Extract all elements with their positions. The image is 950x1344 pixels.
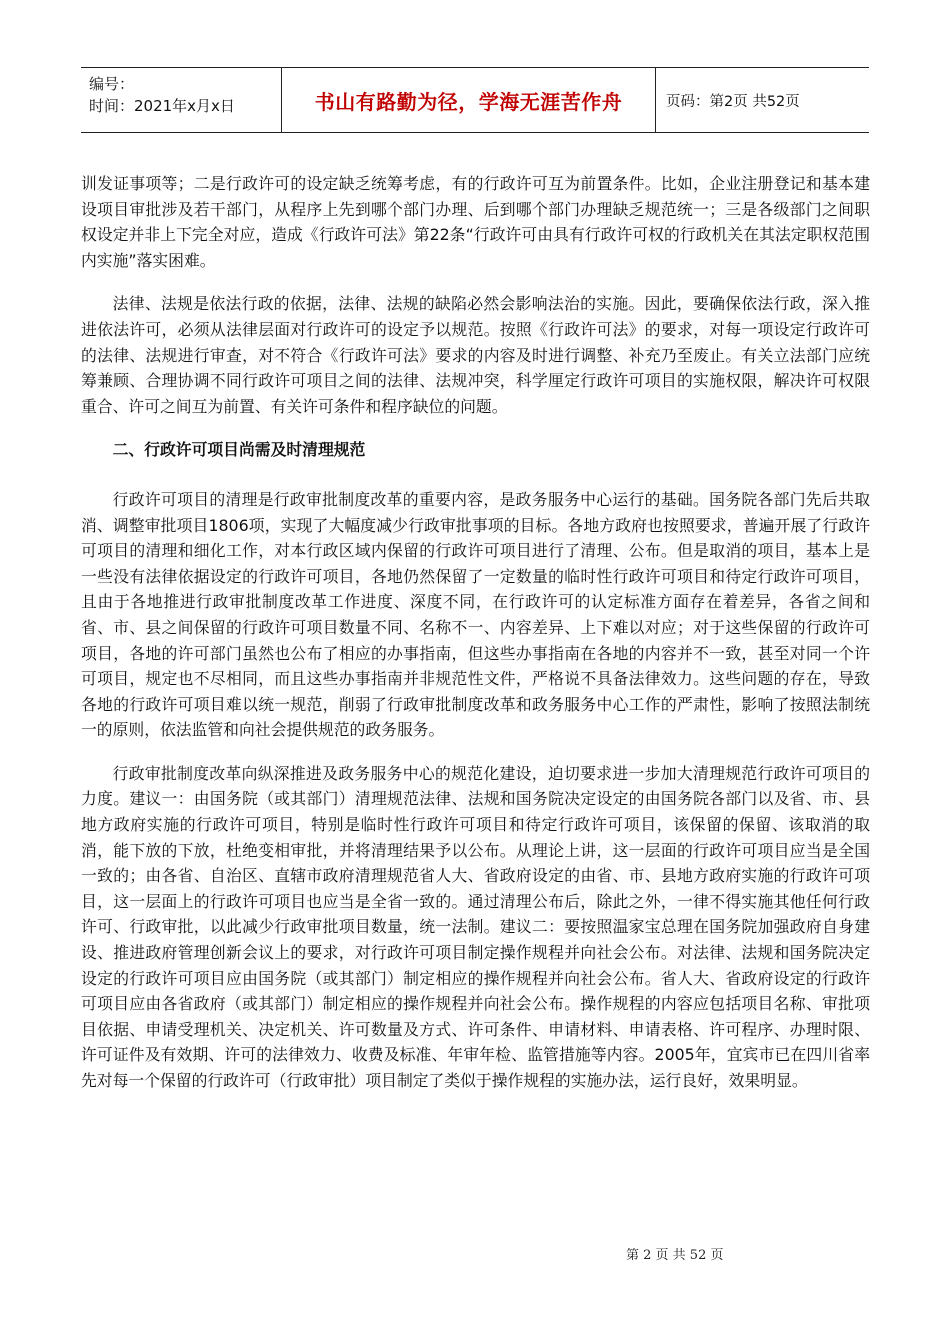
paragraph: 法律、法规是依法行政的依据，法律、法规的缺陷必然会影响法治的实施。因此，要确保依法行政，深入推进依法许可，必须从法律层面对行政许可的设定予以规范。按照《行政许可法》的要求，对每一项设定行政许可的法律、法规进行审查，对不符合《行政许可法》要求的内容及时进行调整、补充乃至废止。有关立法部门应统筹兼顾、合理协调不同行政许可项目之间的法律、法规冲突，科学厘定行政许可项目的实施权限，解决许可权限重合、许可之间互为前置、有关许可条件和程序缺位的问题。 [81,294,870,416]
page-footer: 第 2 页 共 52 页 [626,1248,724,1263]
header-page-info: 页码：第2页 共52页 [666,93,800,110]
document-time-label: 时间：2021年x月x日 [89,97,235,115]
header-meta [81,68,281,132]
header-motto: 书山有路勤为径，学海无涯苦作舟 [281,68,656,132]
paragraph: 行政许可项目的清理是行政审批制度改革的重要内容，是政务服务中心运行的基础。国务院各部门先后共取消、调整审批项目1806项，实现了大幅度减少行政审批事项的目标。各地方政府也按照要求，普遍开展了行政许可项目的清理和细化工作，对本行政区域内保留的行政许可项目进行了清理、公布。但是取消的项目，基本上是一些没有法律依据设定的行政许可项目，各地仍然保留了一定数量的临时性行政许可项目和待定行政许可项目，且由于各地推进行政审批制度改革工作进度、深度不同，在行政许可的认定标准方面存在着差异，各省之间和省、市、县之间保留的行政许可项目数量不同、名称不一、内容差异、上下难以对应；对于这些保留的行政许可项目，各地的许可部门虽然也公布了相应的办事指南，但这些办事指南在各地的内容并不一致，甚至对同一个许可项目，规定也不尽相同，而且这些办事指南并非规范性文件，严格说不具备法律效力。这些问题的存在，导致各地的行政许可项目难以统一规范，削弱了行政审批制度改革和政务服务中心工作的严肃性，影响了按照法制统一的原则，依法监管和向社会提供规范的政务服务。 [81,489,870,740]
document-body [81,171,870,1112]
paragraph: 行政审批制度改革向纵深推进及政务服务中心的规范化建设，迫切要求进一步加大清理规范行政许可项目的力度。建议一：由国务院（或其部门）清理规范法律、法规和国务院决定设定的由国务院各部门以及省、市、县地方政府实施的行政许可项目，特别是临时性行政许可项目和待定行政许可项目，该保留的保留、该取消的取消，能下放的下放，杜绝变相审批，并将清理结果予以公布。从理论上讲，这一层面的行政许可项目应当是全国一致的；由各省、自治区、直辖市政府清理规范省人大、省政府设定的由省、市、县地方政府实施的行政许可项目，这一层面上的行政许可项目也应当是全省一致的。通过清理公布后，除此之外，一律不得实施其他任何行政许可、行政审批，以此减少行政审批项目数量，统一法制。建议二：要按照温家宝总理在国务院加强政府自身建设、推进政府管理创新会议上的要求，对行政许可项目制定操作规程并向社会公布。对法律、法规和国务院决定设定的行政许可项目应由国务院（或其部门）制定相应的操作规程并向社会公布。省人大、省政府设定的行政许可项目应由各省政府（或其部门）制定相应的操作规程并向社会公布。操作规程的内容应包括项目名称、审批项目依据、申请受理机关、决定机关、许可数量及方式、许可条件、申请材料、申请表格、许可程序、办理时限、许可证件及有效期、许可的法律效力、收费及标准、年审年检、监管措施等内容。2005年，宜宾市已在四川省率先对每一个保留的行政许可（行政审批）项目制定了类似于操作规程的实施办法，运行良好，效果明显。 [81,763,870,1090]
page-header [81,67,869,133]
section-heading: 二、行政许可项目尚需及时清理规范 [112,440,366,460]
document-number-label: 编号： [89,75,135,93]
paragraph: 训发证事项等；二是行政许可的设定缺乏统筹考虑，有的行政许可互为前置条件。比如，企业注册登记和基本建设项目审批涉及若干部门，从程序上先到哪个部门办理、后到哪个部门办理缺乏规范统一；三是各级部门之间职权设定并非上下完全对应，造成《行政许可法》第22条“行政许可由具有行政许可权的行政机关在其法定职权范围内实施”落实困难。 [81,174,870,270]
